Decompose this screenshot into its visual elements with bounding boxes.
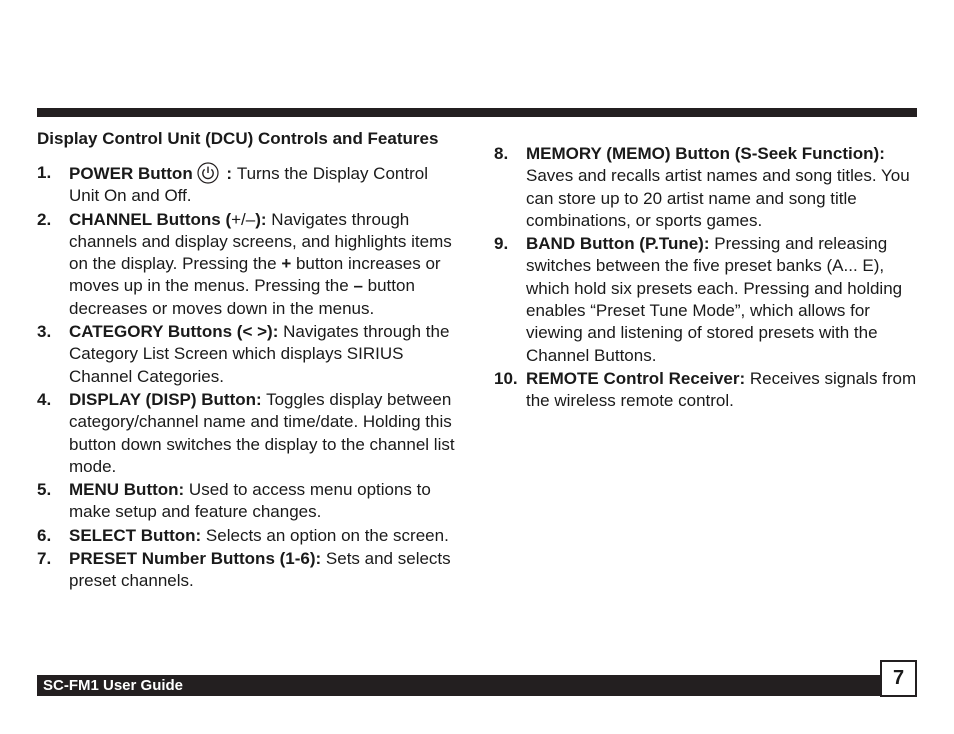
item-term-end: ): <box>255 209 267 229</box>
item-number: 9. <box>494 234 509 254</box>
minus-symbol: – <box>353 276 363 296</box>
item-description: Saves and recalls artist names and song titles. You can store up to 20 artist name and song title combinations, or sports games. <box>526 166 910 230</box>
item-description: Pressing and releasing switches between the five preset banks (A... E), which hold six presets each. Pressing and holding enables “Preset Tune Mode”, which allows for viewing and listening of stored presets with the Channel Buttons. <box>526 234 903 365</box>
item-description: Navigates through the Category List Screen which displays SIRIUS Channel Categories. <box>69 322 450 386</box>
item-description: Receives signals from the wireless remote control. <box>526 368 917 411</box>
item-number: 4. <box>37 389 52 409</box>
list-item <box>37 209 462 320</box>
power-icon <box>197 162 219 184</box>
item-term: POWER Button <box>69 164 193 183</box>
item-term-symbols: +/– <box>231 209 256 229</box>
item-number: 5. <box>37 480 52 500</box>
item-number: 10. <box>494 368 518 388</box>
item-number: 7. <box>37 549 52 569</box>
left-column <box>37 162 462 594</box>
list-item <box>494 233 922 367</box>
list-item <box>494 143 922 232</box>
item-number: 1. <box>37 163 52 182</box>
item-description: Used to access menu options to make setup and feature changes. <box>69 480 431 522</box>
list-item <box>37 479 462 524</box>
item-term: MEMORY (MEMO) Button (S-Seek Function): <box>526 144 885 163</box>
plus-symbol: + <box>281 254 292 274</box>
section-heading: Display Control Unit (DCU) Controls and Features <box>37 129 439 148</box>
item-term: DISPLAY (DISP) Button: <box>69 389 262 409</box>
item-term: CHANNEL Buttons ( <box>69 209 232 229</box>
list-item <box>37 162 462 208</box>
item-term: CATEGORY Buttons (< >): <box>69 322 279 342</box>
item-description: Turns the Display Control Unit On and Off. <box>69 164 428 206</box>
page-number: 7 <box>880 660 917 697</box>
item-number: 3. <box>37 322 52 342</box>
item-description: button decreases or moves down in the menus. <box>69 276 415 318</box>
list-item <box>37 389 462 478</box>
list-item <box>494 368 922 413</box>
right-column <box>494 143 922 414</box>
item-number: 6. <box>37 525 52 545</box>
list-item <box>37 321 462 388</box>
top-rule <box>37 108 917 117</box>
item-term: BAND Button (P.Tune): <box>526 234 710 254</box>
footer-bar <box>37 675 880 696</box>
item-description: Toggles display between category/channel name and time/date. Holding this button down switches the display to the channel list mode. <box>69 389 455 476</box>
item-term: SELECT Button: <box>69 525 202 545</box>
item-number: 2. <box>37 209 52 229</box>
item-term: PRESET Number Buttons (1-6): <box>69 549 322 569</box>
list-item <box>37 548 462 593</box>
item-term: MENU Button: <box>69 480 185 500</box>
item-description: Navigates through channels and display screens, and highlights items on the display. Pressing the <box>69 209 452 274</box>
item-description: Sets and selects preset channels. <box>69 549 451 591</box>
guide-title: SC-FM1 User Guide <box>43 677 184 694</box>
item-term-suffix: : <box>221 164 237 183</box>
item-description: button increases or moves up in the menus. Pressing the <box>69 254 441 296</box>
item-term: REMOTE Control Receiver: <box>526 368 746 388</box>
item-number: 8. <box>494 144 509 163</box>
list-item <box>37 525 462 547</box>
item-description: Selects an option on the screen. <box>201 525 449 545</box>
